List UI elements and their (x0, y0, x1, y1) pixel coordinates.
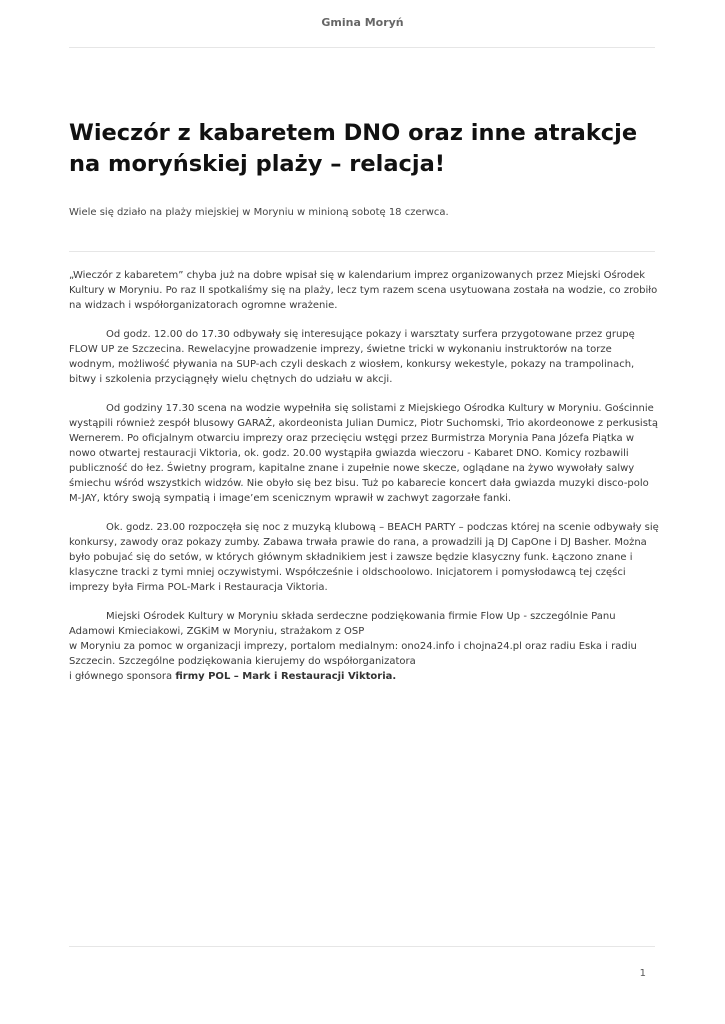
thanks-sponsor-bold: firmy POL – Mark i Restauracji Viktoria. (175, 671, 397, 682)
paragraph-workshops: Od godz. 12.00 do 17.30 odbywały się interesujące pokazy i warsztaty surfera przygotowane przez grupę FLOW UP ze Szczecina. Rewelacyjne prowadzenie imprezy, świetne tricki w wykonaniu instruktorów na torze wodnym, możliwość pływania na SUP-ach czyli deskach z wiosłem, konkursy wekestyle, pokazy na trampolinach, bitwy i szkolenia przyciągnęły wielu chętnych do udziału w akcji. (69, 329, 635, 385)
paragraph-beach-party: Ok. godz. 23.00 rozpoczęła się noc z muzyką klubową – BEACH PARTY – podczas której na scenie odbywały się konkursy, zawody oraz pokazy zumby. Zabawa trwała prawie do rana, a prowadzili ją DJ CapOne i DJ Basher. Można było pobujać się do setów, w których głównym składnikiem jest i zawsze będzie klasyczny funk. Łączono znane i klasyczne tracki z tymi mniej oczywistymi. Współcześnie i oldschoolowo. Inicjatorem i pomysłodawcą tej części imprezy była Firma POL-Mark i Restauracja Viktoria. (69, 522, 659, 593)
paragraph-intro: „Wieczór z kabaretem” chyba już na dobre wpisał się w kalendarium imprez organizowanych przez Miejski Ośrodek Kultury w Moryniu. Po raz II spotkaliśmy się na plaży, lecz tym razem scena usytuowana została na wodzie, co zrobiło na widzach i współorganizatorach ogromne wrażenie. (69, 270, 658, 311)
thanks-line-3 (69, 669, 659, 684)
thanks-line-1: Miejski Ośrodek Kultury w Moryniu składa serdeczne podziękowania firmie Flow Up - szczególnie Panu Adamowi Kmieciakowi, ZGKiM w Moryniu, strażakom z OSP (69, 611, 616, 637)
thanks-line-2: w Moryniu za pomoc w organizacji imprezy, portalom medialnym: ono24.info i chojna24.pl oraz radiu Eska i radiu Szczecin. Szczególne podziękowania kierujemy do współorganizatora (69, 641, 637, 667)
header-divider (69, 47, 655, 48)
article-title: Wieczór z kabaretem DNO oraz inne atrakcje na moryńskiej plaży – relacja! (69, 120, 638, 177)
footer-divider (69, 946, 655, 947)
site-header: Gmina Moryń (321, 16, 404, 29)
thanks-sponsor-prefix: i głównego sponsora (69, 671, 176, 682)
paragraph-evening: Od godziny 17.30 scena na wodzie wypełniła się solistami z Miejskiego Ośrodka Kultury w Moryniu. Gościnnie wystąpili również zespół blusowy GARAŻ, akordeonista Julian Dumicz, Piotr Suchomski, Trio akordeonowe z perkusistą Wernerem. Po oficjalnym otwarciu imprezy oraz przecięciu wstęgi przez Burmistrza Morynia Pana Józefa Piątka w nowo otwartej restauracji Viktoria, ok. godz. 20.00 wystąpiła gwiazda wieczoru - Kabaret DNO. Komicy rozbawili publiczność do łez. Świetny program, kapitalne znane i zupełnie nowe skecze, oglądane na żywo wywołały salwy śmiechu wśród wszystkich widzów. Nie obyło się bez bisu. Tuż po kabarecie koncert dała gwiazda muzyki disco-polo M-JAY, który swoją sympatią i image’em scenicznym wprawił w zachwyt zagorzałe fanki. (69, 403, 658, 504)
paragraph-thanks (69, 609, 659, 684)
page-number: 1 (639, 968, 646, 979)
article-lead: Wiele się działo na plaży miejskiej w Moryniu w minioną sobotę 18 czerwca. (69, 207, 449, 218)
article-body (69, 268, 659, 684)
lead-divider (69, 251, 655, 252)
